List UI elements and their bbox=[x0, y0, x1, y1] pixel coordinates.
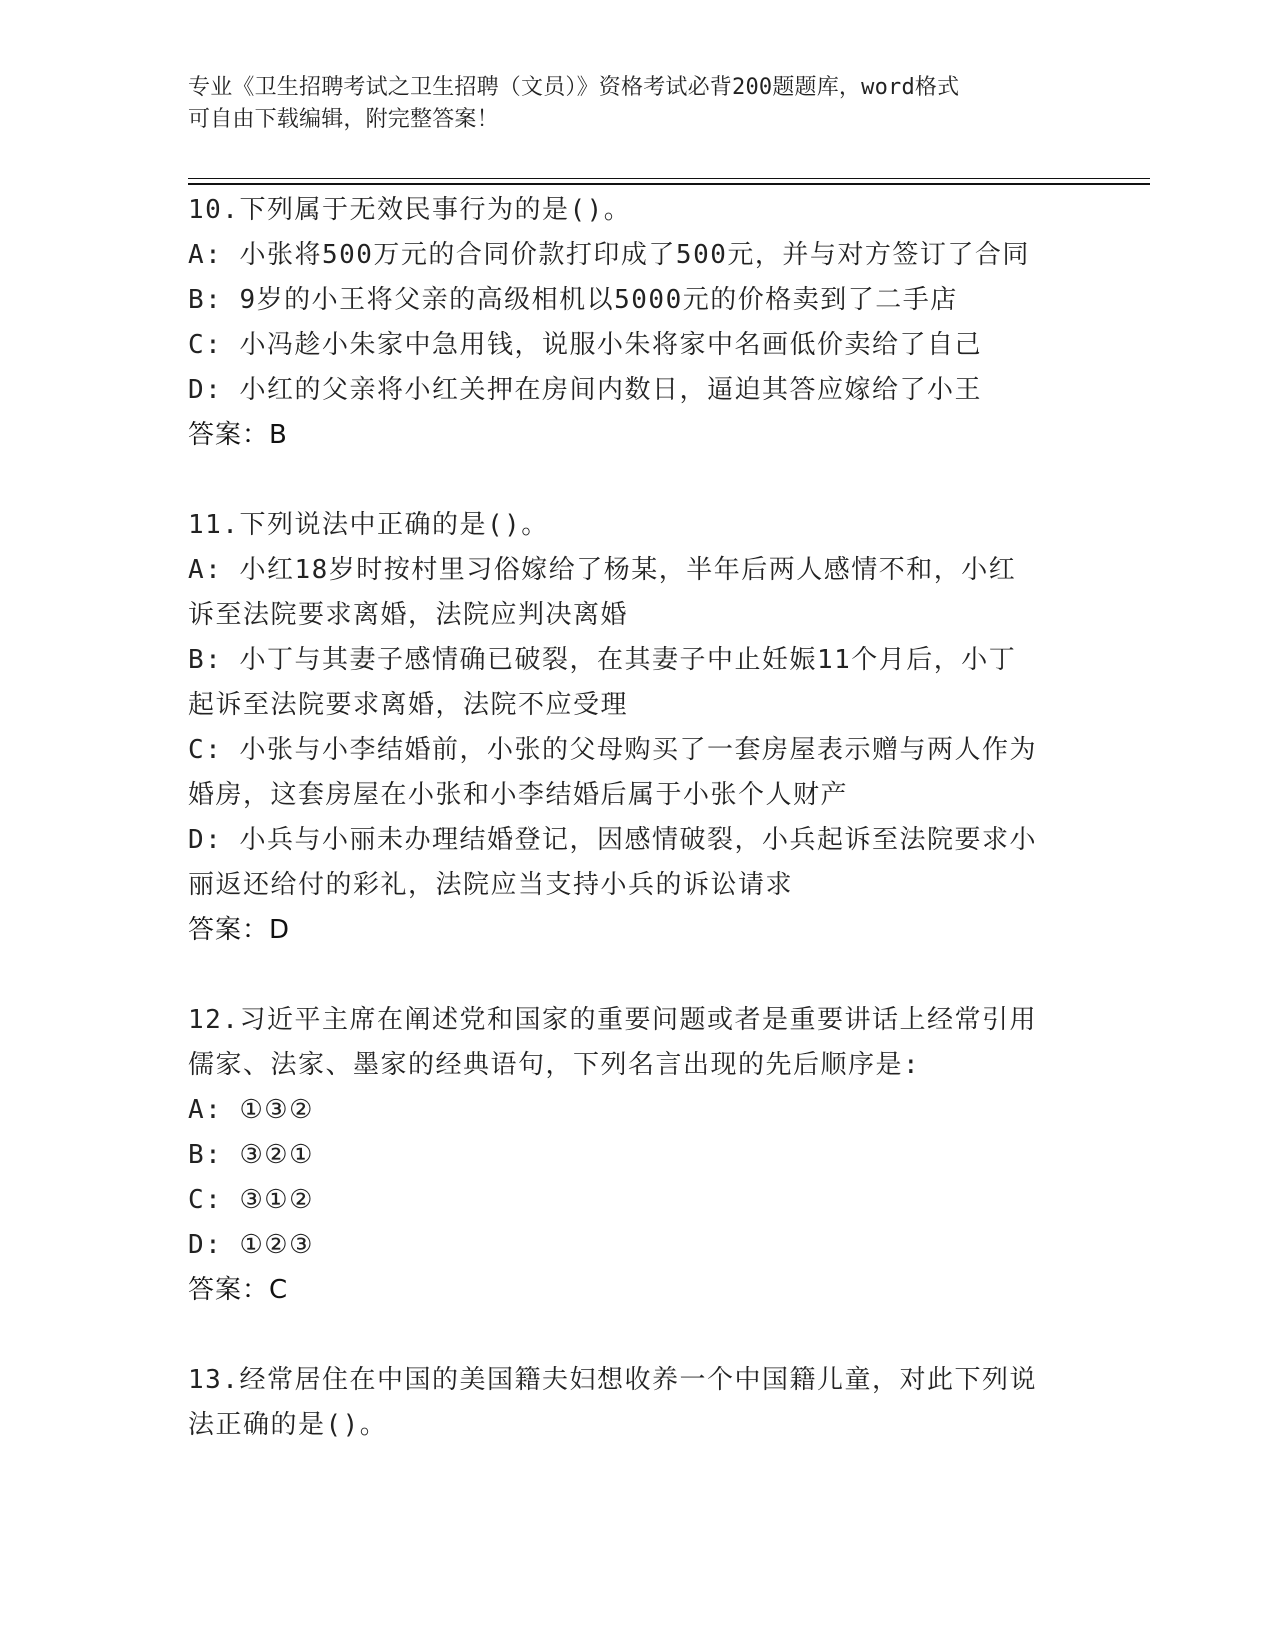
question-10 bbox=[188, 188, 1088, 458]
option-d-cont: 丽返还给付的彩礼，法院应当支持小兵的诉讼请求 bbox=[188, 870, 794, 900]
option-b: B: ③②① bbox=[188, 1140, 314, 1170]
header-rule-thin bbox=[188, 178, 1150, 179]
question-text-cont: 儒家、法家、墨家的经典语句，下列名言出现的先后顺序是: bbox=[188, 1050, 921, 1080]
answer-label: 答案：C bbox=[188, 1275, 289, 1305]
question-11 bbox=[188, 503, 1088, 953]
option-d: D: 小红的父亲将小红关押在房间内数日，逼迫其答应嫁给了小王 bbox=[188, 375, 982, 405]
option-b: B: 9岁的小王将父亲的高级相机以5000元的价格卖到了二手店 bbox=[188, 285, 958, 315]
option-c: C: ③①② bbox=[188, 1185, 314, 1215]
header-rule-thick bbox=[188, 183, 1150, 185]
answer-label: 答案：D bbox=[188, 915, 291, 945]
option-b: B: 小丁与其妻子感情确已破裂，在其妻子中止妊娠11个月后，小丁 bbox=[188, 645, 1017, 675]
option-a: A: ①③② bbox=[188, 1095, 314, 1125]
question-12 bbox=[188, 998, 1088, 1313]
question-list bbox=[188, 188, 1088, 1448]
option-c: C: 小张与小李结婚前，小张的父母购买了一套房屋表示赠与两人作为 bbox=[188, 735, 1037, 765]
answer-label: 答案：B bbox=[188, 420, 288, 450]
question-text-cont: 法正确的是()。 bbox=[188, 1410, 388, 1440]
option-a: A: 小红18岁时按村里习俗嫁给了杨某，半年后两人感情不和，小红 bbox=[188, 555, 1017, 585]
option-a-cont: 诉至法院要求离婚，法院应判决离婚 bbox=[188, 600, 629, 630]
question-text: 11.下列说法中正确的是()。 bbox=[188, 510, 549, 540]
question-text: 13.经常居住在中国的美国籍夫妇想收养一个中国籍儿童，对此下列说 bbox=[188, 1365, 1037, 1395]
option-d: D: 小兵与小丽未办理结婚登记，因感情破裂，小兵起诉至法院要求小 bbox=[188, 825, 1037, 855]
question-text: 12.习近平主席在阐述党和国家的重要问题或者是重要讲话上经常引用 bbox=[188, 1005, 1037, 1035]
header-line-2: 可自由下载编辑，附完整答案！ bbox=[188, 107, 499, 132]
option-c-cont: 婚房，这套房屋在小张和小李结婚后属于小张个人财产 bbox=[188, 780, 849, 810]
header-line-1: 专业《卫生招聘考试之卫生招聘（文员）》资格考试必背200题题库，word格式 bbox=[188, 75, 960, 100]
question-text: 10.下列属于无效民事行为的是()。 bbox=[188, 195, 632, 225]
document-header bbox=[188, 72, 1068, 136]
option-a: A: 小张将500万元的合同价款打印成了500元，并与对方签订了合同 bbox=[188, 240, 1030, 270]
question-13 bbox=[188, 1358, 1088, 1448]
option-d: D: ①②③ bbox=[188, 1230, 314, 1260]
option-b-cont: 起诉至法院要求离婚，法院不应受理 bbox=[188, 690, 629, 720]
option-c: C: 小冯趁小朱家中急用钱，说服小朱将家中名画低价卖给了自己 bbox=[188, 330, 982, 360]
